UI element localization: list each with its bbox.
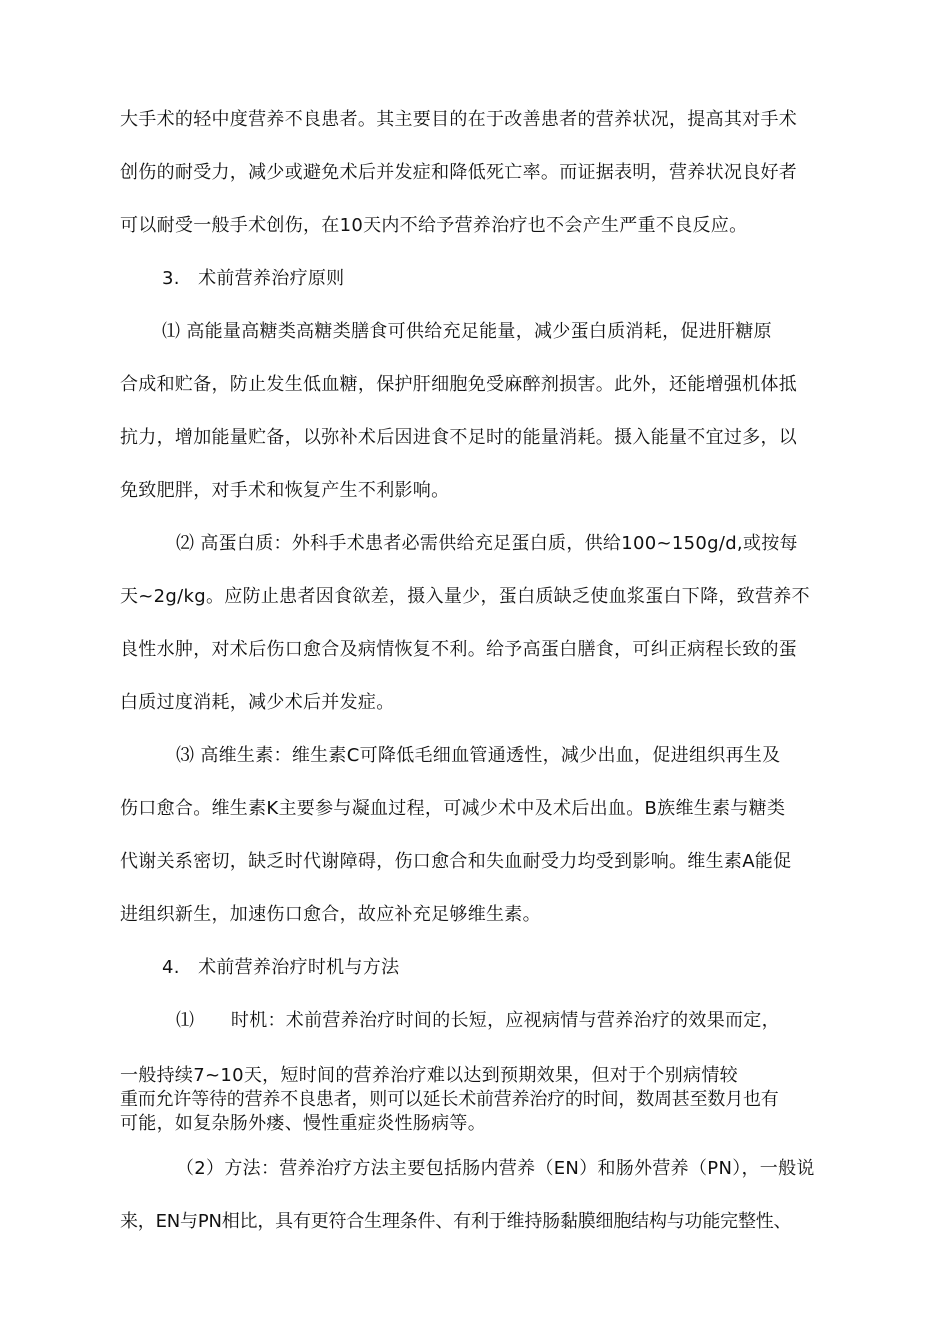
- paragraph-line: 合成和贮备，防止发生低血糖，保护肝细胞免受麻醉剂损害。此外，还能增强机体抵: [120, 374, 798, 395]
- paragraph-line: ⑵ 高蛋白质：外科手术患者必需供给充足蛋白质，供给100~150g/d,或按每: [176, 533, 798, 554]
- paragraph-line: 创伤的耐受力，减少或避免术后并发症和降低死亡率。而证据表明，营养状况良好者: [120, 162, 798, 183]
- paragraph-line: 大手术的轻中度营养不良患者。其主要目的在于改善患者的营养状况，提高其对手术: [120, 109, 798, 130]
- paragraph-line: 良性水肿，对术后伤口愈合及病情恢复不利。给予高蛋白膳食，可纠正病程长致的蛋: [120, 639, 798, 660]
- paragraph-line: 一般持续7~10天，短时间的营养治疗难以达到预期效果，但对于个别病情较: [120, 1065, 738, 1086]
- paragraph-line: 重而允许等待的营养不良患者，则可以延长术前营养治疗的时间，数周甚至数月也有: [120, 1089, 779, 1110]
- paragraph-line: ⑶ 高维生素：维生素C可降低毛细血管通透性，减少出血，促进组织再生及: [176, 745, 781, 766]
- paragraph-line: 代谢关系密切，缺乏时代谢障碍，伤口愈合和失血耐受力均受到影响。维生素A能促: [120, 851, 792, 872]
- section-heading: 3. 术前营养治疗原则: [162, 268, 345, 289]
- paragraph-line: 天~2g/kg。应防止患者因食欲差，摄入量少，蛋白质缺乏使血浆蛋白下降，致营养不: [120, 586, 810, 607]
- paragraph-line: 来，EN与PN相比，具有更符合生理条件、有利于维持肠黏膜细胞结构与功能完整性、: [120, 1211, 792, 1232]
- paragraph-line: 抗力，增加能量贮备，以弥补术后因进食不足时的能量消耗。摄入能量不宜过多，以: [120, 427, 798, 448]
- paragraph-line: 可能，如复杂肠外瘘、慢性重症炎性肠病等。: [120, 1113, 486, 1134]
- paragraph-line: 免致肥胖，对手术和恢复产生不利影响。: [120, 480, 450, 501]
- paragraph-line: 白质过度消耗，减少术后并发症。: [120, 692, 395, 713]
- section-heading: 4. 术前营养治疗时机与方法: [162, 957, 400, 978]
- paragraph-line: 可以耐受一般手术创伤，在10天内不给予营养治疗也不会产生严重不良反应。: [120, 215, 748, 236]
- paragraph-line: ⑴ 高能量高糖类高糖类膳食可供给充足能量，减少蛋白质消耗，促进肝糖原: [162, 321, 772, 342]
- paragraph-line: 伤口愈合。维生素K主要参与凝血过程，可减少术中及术后出血。B族维生素与糖类: [120, 798, 786, 819]
- paragraph-line: （2）方法：营养治疗方法主要包括肠内营养（EN）和肠外营养（PN），一般说: [176, 1158, 815, 1179]
- paragraph-line: 进组织新生，加速伤口愈合，故应补充足够维生素。: [120, 904, 541, 925]
- paragraph-line: ⑴ 时机：术前营养治疗时间的长短，应视病情与营养治疗的效果而定，: [176, 1010, 780, 1031]
